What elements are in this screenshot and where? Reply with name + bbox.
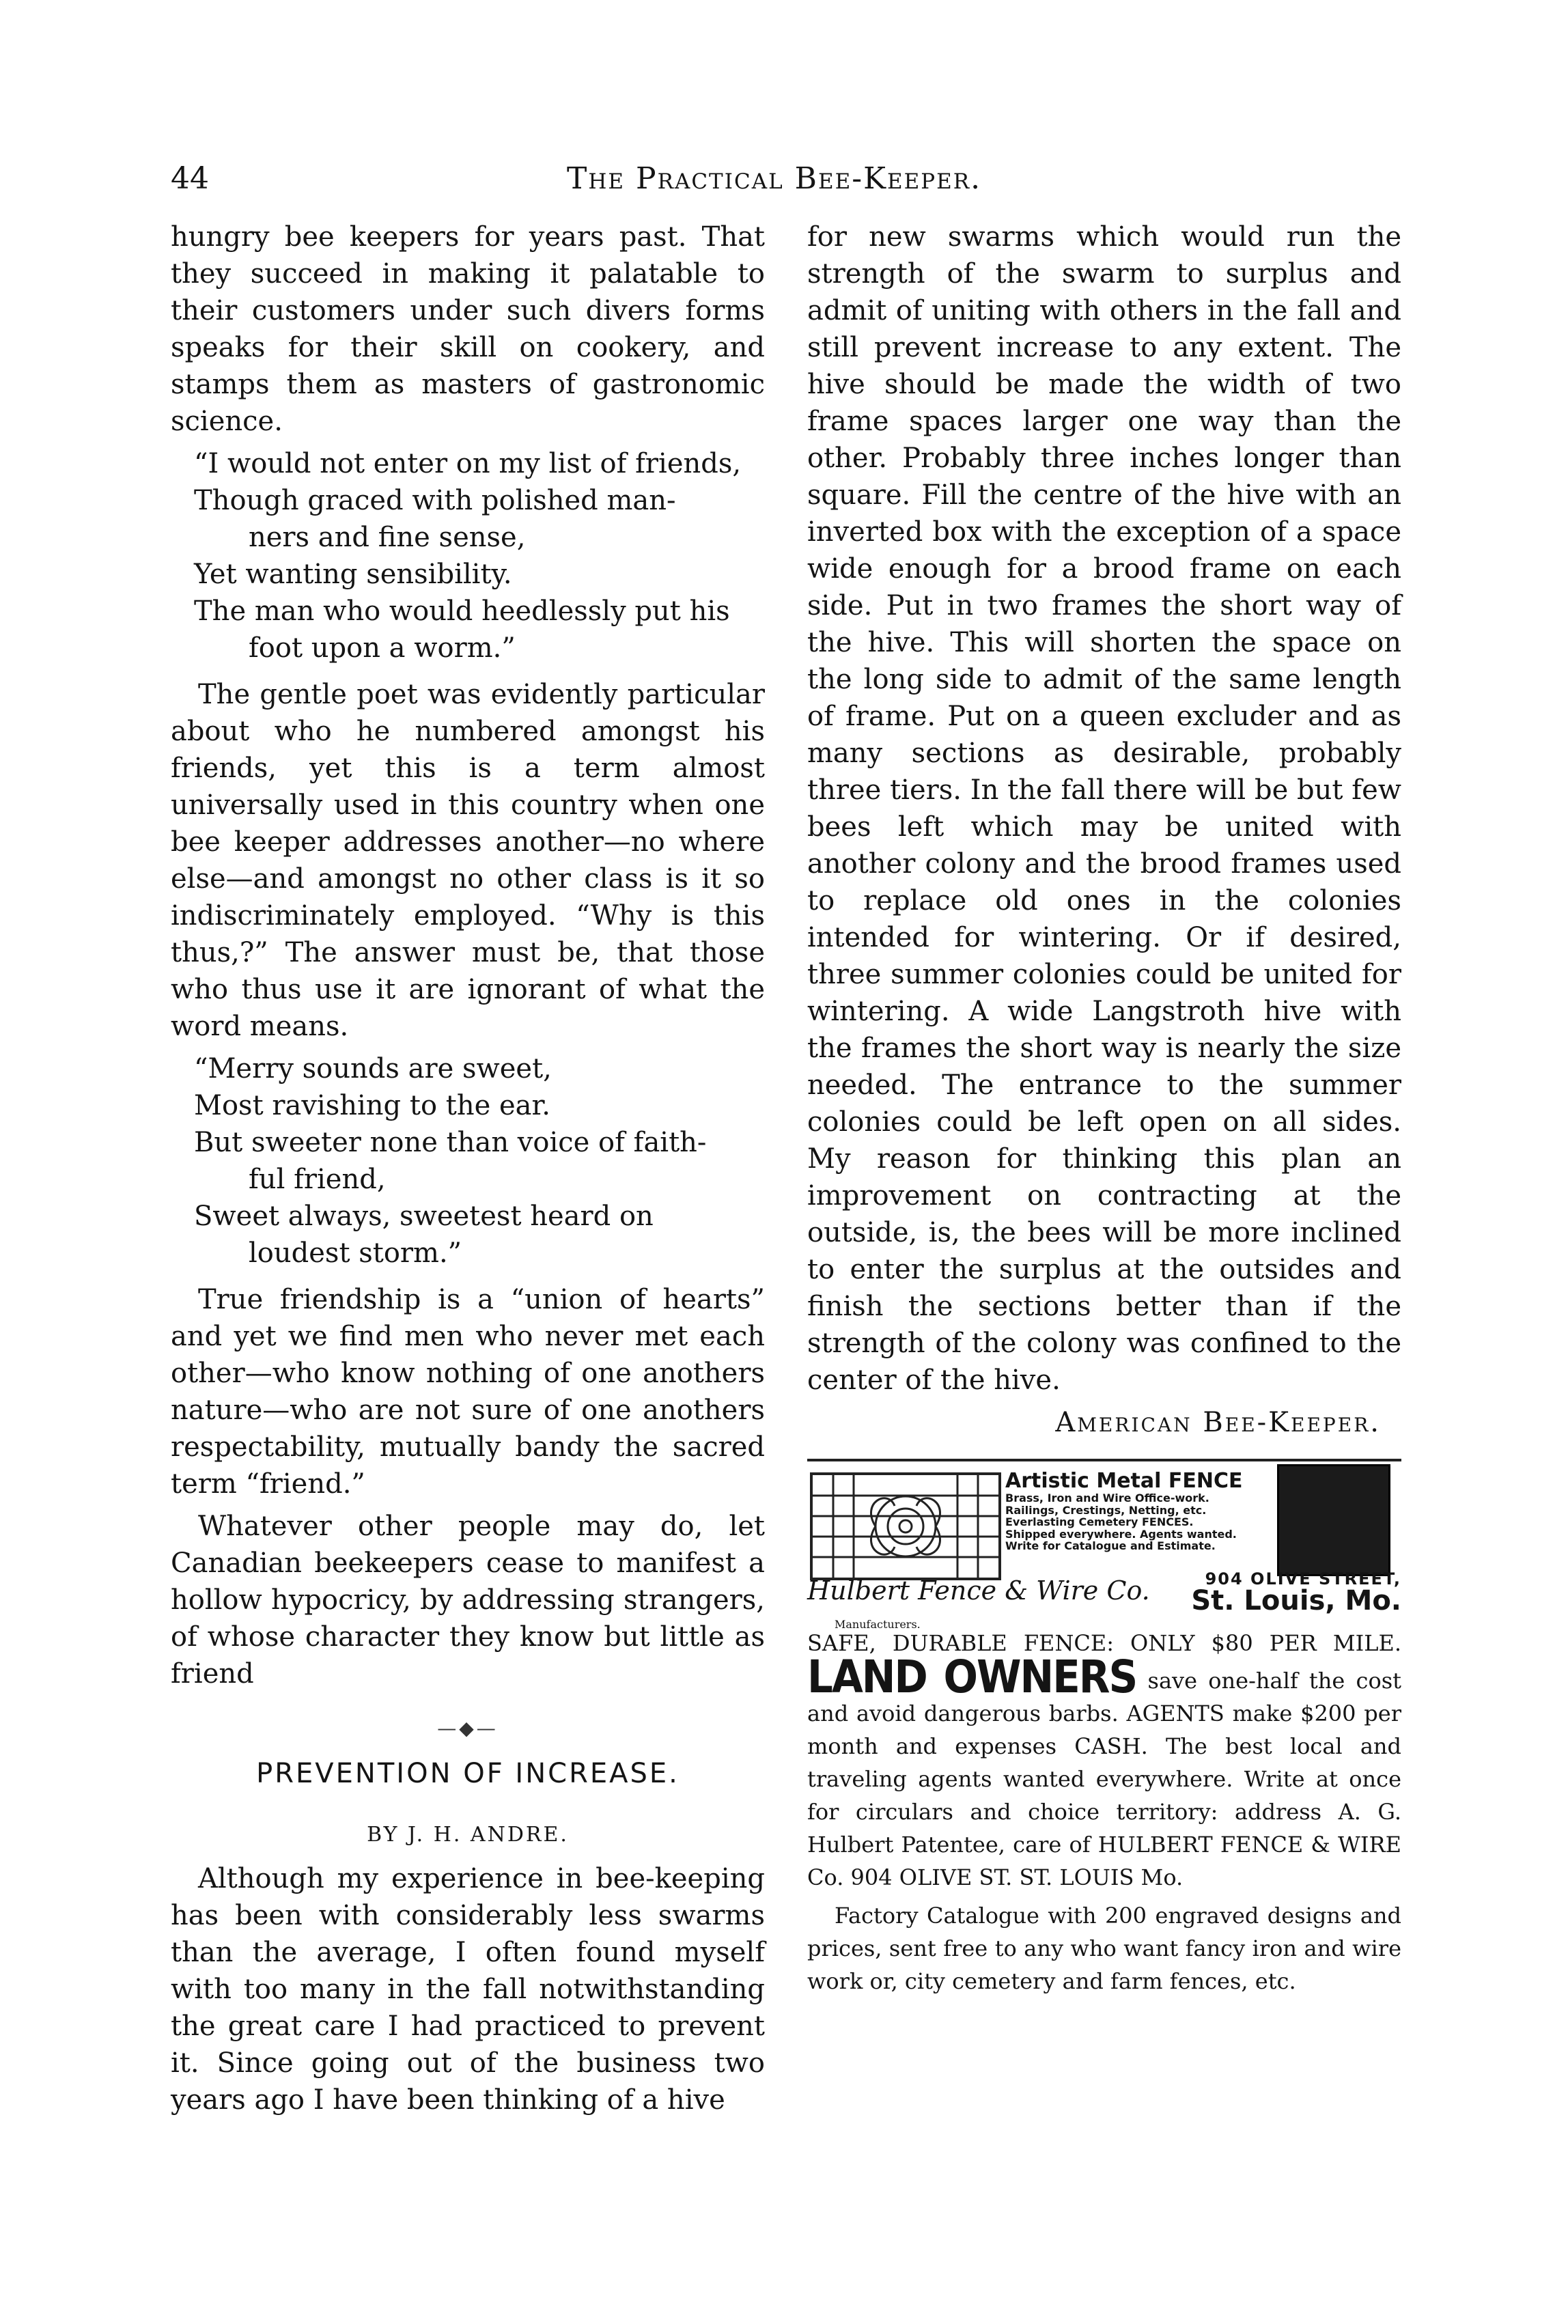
fence-illustration-icon — [810, 1472, 1001, 1580]
paragraph: hungry bee keepers for years past. That they succeed in making it palatable to their customers under such divers forms speaks for their skill on cookery, and stamps them as masters of gastronomic science. — [171, 221, 765, 437]
article-byline: BY J. H. ANDRE. — [367, 1823, 569, 1847]
page-header — [171, 161, 1427, 202]
page-number: 44 — [171, 161, 209, 196]
fence-ad-line: Railings, Crestings, Netting, etc. — [1005, 1503, 1207, 1517]
company-street: 904 OLIVE STREET, — [1205, 1569, 1401, 1588]
poem-line: Sweet always, sweetest heard on — [194, 1201, 654, 1232]
paragraph: for new swarms which would run the strength of the swarm to surplus and admit of uniting with others in the fall and still prevent increase to any extent. The hive should be made the width of two frame spaces larger one way than the other. Probably three inches longer than square. Fill the centre of the hive with an inverted box with the exception of a space wide enough for a brood frame on each side. Put in two frames the short way of the hive. This will shorten the space on the long side to admit of the same length of frame. Put on a queen excluder and as many sections as desirable, probably three tiers. In the fall there will be but few bees left which may be united with another colony and the brood frames used to replace old ones in the colonies intended for wintering. Or if desired, three summer colonies could be united for wintering. A wide Langstroth hive with the frames the short way is nearly the size needed. The entrance to the summer colonies could be left open on all sides. My reason for thinking this plan an improvement on contracting at the outside, is, the bees will be more inclined to enter the surplus at the outsides and finish the sections better than if the strength of the colony was confined to the center of the hive. — [807, 221, 1401, 1396]
manufacturers-label: Manufacturers. — [835, 1618, 921, 1631]
poem-line: ful friend, — [249, 1164, 386, 1195]
company-city: St. Louis, Mo. — [1191, 1585, 1401, 1616]
section-divider: —◆— — [437, 1717, 499, 1739]
fence-advertisement — [807, 1464, 1401, 1631]
poem-line: “Merry sounds are sweet, — [194, 1053, 552, 1084]
ad-paragraph — [807, 1627, 1401, 1894]
land-owners-headline: LAND OWNERS — [807, 1651, 1137, 1703]
poem-quote — [194, 445, 765, 667]
fence-ad-heading: Artistic Metal FENCE — [1005, 1469, 1243, 1493]
fence-ad-line: Brass, Iron and Wire Office-work. — [1005, 1492, 1209, 1504]
poem-line: Yet wanting sensibility. — [194, 559, 512, 590]
poem-line: foot upon a worm.” — [249, 632, 516, 664]
fence-ad-line: Everlasting Cemetery FENCES. — [1005, 1515, 1194, 1529]
poem-line: “I would not enter on my list of friends, — [194, 448, 742, 479]
running-title: The Practical Bee-Keeper. — [567, 161, 982, 196]
ad-body: save one-half the cost and avoid dangerous barbs. AGENTS make $200 per month and expenses CASH. The best local and traveling agents wanted everywhere. Write at once for circulars and choice territory: address A. G. Hulbert Patentee, care of HULBERT FENCE & WIRE Co. 904 OLIVE ST. ST. LOUIS Mo. — [807, 1668, 1402, 1890]
ad-catalogue: Factory Catalogue with 200 engraved designs and prices, sent free to any who want fancy iron and wire work or, city cemetery and farm fences, etc. — [807, 1903, 1401, 1994]
fence-ad-text — [1005, 1470, 1244, 1552]
paragraph: True friendship is a “union of hearts” and yet we find men who never met each other—who know nothing of one anothers nature—who are not sure of one anothers respectability, mutually bandy the sacred term “friend.” — [171, 1284, 765, 1500]
fence-ad-line: Write for Catalogue and Estimate. — [1005, 1539, 1216, 1553]
article-title: PREVENTION OF INCREASE. — [256, 1758, 680, 1789]
poem-line: Though graced with polished man- — [194, 485, 676, 516]
paragraph: The gentle poet was evidently particular about who he numbered amongst his friends, yet this is a term almost universally used in this country when one bee keeper addresses another—no where else—and amongst no other class is it so indiscriminately employed. “Why is this thus,?” The answer must be, that those who thus use it are ignorant of what the word means. — [171, 679, 765, 1042]
poem-line: The man who would heedlessly put his — [194, 596, 730, 627]
paragraph: Although my experience in bee-keeping has been with considerably less swarms than the average, I often found myself with too many in the fall notwithstanding the great care I had practiced to prevent it. Since going out of the business two years ago I have been thinking of a hive — [171, 1863, 765, 2116]
company-address — [1176, 1571, 1401, 1614]
land-owners-advertisement — [807, 1627, 1401, 1998]
right-column — [807, 219, 1401, 2003]
advertisement-rule — [807, 1459, 1401, 1461]
company-signature: Hulbert Fence & Wire Co. — [807, 1576, 1150, 1606]
poem-line: But sweeter none than voice of faith- — [194, 1127, 707, 1158]
poem-line: Most ravishing to the ear. — [194, 1090, 550, 1121]
ad-lead: SAFE, DURABLE FENCE: ONLY $80 PER MILE. — [807, 1630, 1401, 1656]
fence-ad-line: Shipped everywhere. Agents wanted. — [1005, 1527, 1237, 1541]
poem-line: ners and fine sense, — [249, 522, 526, 553]
poem-line: loudest storm.” — [249, 1237, 462, 1269]
left-column — [171, 219, 765, 2124]
gate-illustration-icon — [1277, 1464, 1390, 1576]
article-attribution: American Bee-Keeper. — [1055, 1407, 1381, 1438]
poem-quote — [194, 1050, 765, 1272]
paragraph: Whatever other people may do, let Canadian beekeepers cease to manifest a hollow hypocricy, by addressing strangers, of whose character they know but little as friend — [171, 1511, 765, 1690]
